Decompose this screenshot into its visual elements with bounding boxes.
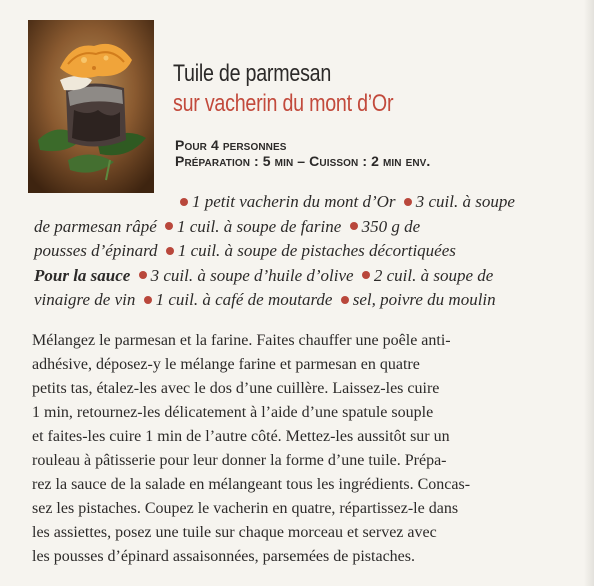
method-line: sez les pistaches. Coupez le vacherin en quatre, répartissez-le dans [32,500,459,517]
sauce-label: Pour la sauce [34,265,131,285]
ingredient: 1 cuil. à soupe de farine [177,216,342,236]
method-text [32,329,572,569]
method-line: adhésive, déposez-y le mélange farine et parmesan en quatre [32,356,420,373]
method-line: les pousses d’épinard assaisonnées, parsemées de pistaches. [32,548,415,565]
bullet-icon [144,296,152,304]
ingredients-list [34,190,574,313]
ingredient: 3 cuil. à soupe d’huile d’olive [150,265,354,285]
ingredients-line [34,239,574,264]
recipe-title: Tuile de parmesan [173,60,332,87]
method-line: Mélangez le parmesan et la farine. Faites chauffer une poêle anti- [32,332,451,349]
ingredient: vinaigre de vin [34,290,136,309]
ingredient: sel, poivre du moulin [352,290,496,309]
servings: Pour 4 personnes [175,137,287,153]
prep-cook-time: Préparation : 5 min – Cuisson : 2 min env. [175,153,431,169]
bullet-icon [362,271,370,279]
method-line: 1 min, retournez-les délicatement à l’aide d’une spatule souple [32,404,434,421]
method-line: les assiettes, posez une tuile sur chaque morceau et servez avec [32,524,437,541]
ingredient: de parmesan râpé [34,216,157,236]
ingredient: 1 cuil. à café de moutarde [155,290,333,309]
ingredients-line [34,215,574,240]
dish-illustration [28,20,154,193]
bullet-icon [165,222,173,230]
method-line: rouleau à pâtisserie pour leur donner la forme d’une tuile. Prépa- [32,452,447,469]
ingredient: 3 cuil. à soupe [415,192,515,211]
scan-edge [584,0,594,586]
bullet-icon [180,198,188,206]
bullet-icon [139,271,147,279]
bullet-icon [341,296,349,304]
ingredients-line [34,264,574,289]
ingredient: 1 cuil. à soupe de pistaches décortiquées [177,241,456,260]
dish-photo [28,20,154,193]
method-line: rez la sauce de la salade en mélangeant tous les ingrédients. Concas- [32,476,471,493]
ingredient: pousses d’épinard [34,241,158,260]
ingredient: 1 petit vacherin du mont d’Or [192,192,396,211]
method-line: petits tas, étalez-les avec le dos d’une cuillère. Laissez-les cuire [32,380,440,397]
bullet-icon [166,247,174,255]
ingredients-line [34,288,574,313]
recipe-subtitle: sur vacherin du mont d’Or [173,90,394,117]
ingredient: 2 cuil. à soupe de [373,265,494,285]
bullet-icon [350,222,358,230]
ingredient: 350 g de [361,216,421,236]
method-line: et faites-les cuire 1 min de l’autre côté. Mettez-les aussitôt sur un [32,428,450,445]
ingredients-line [34,190,574,215]
bullet-icon [404,198,412,206]
